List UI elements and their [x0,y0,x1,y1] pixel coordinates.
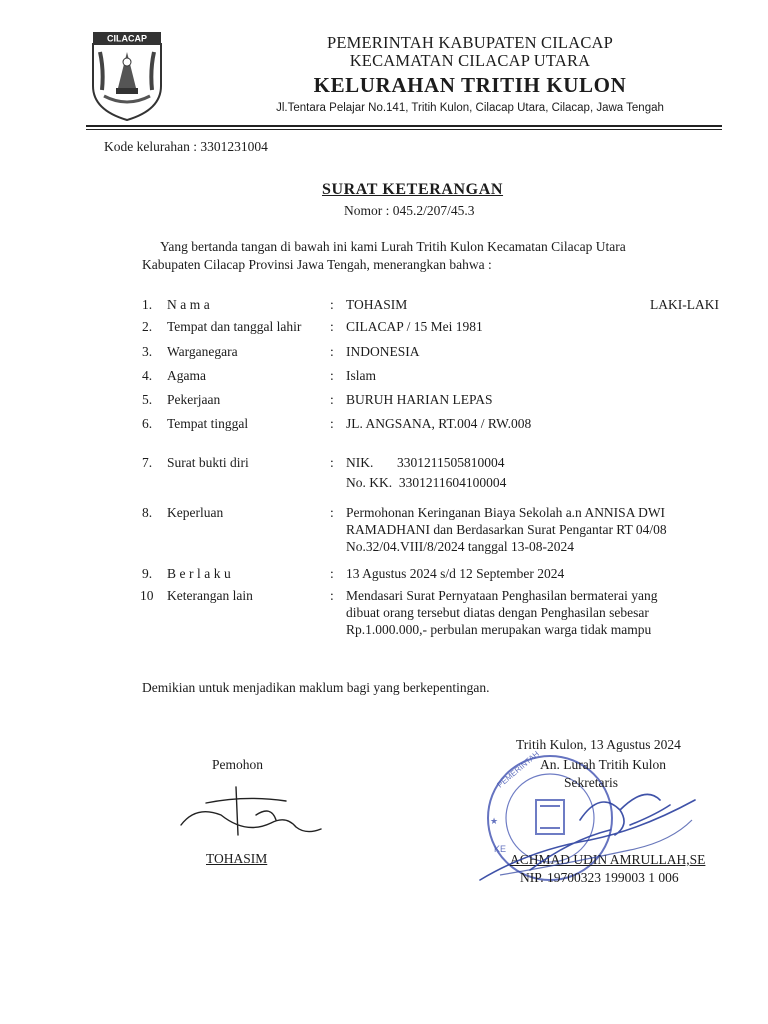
field-number: 5. [142,392,153,407]
signing-place-date: Tritih Kulon, 13 Agustus 2024 [516,737,681,752]
letterhead-government: PEMERINTAH KABUPATEN CILACAP [326,33,614,52]
field-number: 2. [142,319,153,334]
field-colon: : [330,416,334,431]
field-value: BURUH HARIAN LEPAS [346,392,493,407]
field-colon: : [330,455,334,470]
field-value-line: Rp.1.000.000,- perbulan merupakan warga tidak mampu [346,622,652,637]
field-label: Tempat tinggal [167,416,249,431]
field-value-line: dibuat orang tersebut diatas dengan Penghasilan sebesar [346,605,649,620]
field-number: 7. [142,455,153,470]
field-value: INDONESIA [346,344,420,359]
field-value: JL. ANGSANA, RT.004 / RW.008 [346,416,532,431]
field-label: Pekerjaan [167,392,221,407]
official-nip: NIP. 19700323 199003 1 006 [520,870,679,885]
official-signature [470,780,700,890]
field-number: 6. [142,416,153,431]
field-number: 10 [140,588,154,603]
closing-statement: Demikian untuk menjadikan maklum bagi yang berkepentingan. [142,680,490,695]
svg-text:KE: KE [494,844,507,854]
field-value: TOHASIM [346,297,408,312]
field-label: Keterangan lain [167,588,253,603]
field-colon: : [330,566,334,581]
field-label: Tempat dan tanggal lahir [167,319,302,334]
intro-line-1: Yang bertanda tangan di bawah ini kami Lurah Tritih Kulon Kecamatan Cilacap Utara [160,239,626,254]
field-colon: : [330,297,334,312]
official-name: ACHMAD UDIN AMRULLAH,SE [510,852,706,867]
document-title: SURAT KETERANGAN [322,181,504,198]
field-colon: : [330,505,334,520]
field-label: Berlaku [167,566,235,581]
applicant-label: Pemohon [212,757,264,772]
kode-kelurahan: Kode kelurahan : 3301231004 [104,139,268,154]
field-value: Islam [346,368,376,383]
field-label: Warganegara [167,344,238,359]
letterhead-village: KELURAHAN TRITIH KULON [313,73,627,97]
document-number: Nomor : 045.2/207/45.3 [344,203,475,218]
field-value: 13 Agustus 2024 s/d 12 September 2024 [346,566,565,581]
field-label: Agama [167,368,206,383]
applicant-name: TOHASIM [206,851,268,866]
svg-text:PEMERINTAH: PEMERINTAH [495,749,542,790]
field-value-line: Permohonan Keringanan Biaya Sekolah a.n ANNISA DWI [346,505,666,520]
field-label: Surat bukti diri [167,455,249,470]
letterhead-rule-thin [86,129,722,130]
field-number: 1. [142,297,153,312]
field-value: CILACAP / 15 Mei 1981 [346,319,483,334]
letterhead-district: KECAMATAN CILACAP UTARA [349,51,591,70]
field-label: Keperluan [167,505,224,520]
field-value-line: No.32/04.VIII/8/2024 tanggal 13-08-2024 [346,539,574,554]
field-value-line: Mendasari Surat Pernyataan Penghasilan bermaterai yang [346,588,658,603]
field-colon: : [330,392,334,407]
field-colon: : [330,344,334,359]
on-behalf-of: An. Lurah Tritih Kulon [540,757,667,772]
field-value-line: RAMADHANI dan Berdasarkan Surat Pengantar RT 04/08 [346,522,667,537]
logo-text: CILACAP [107,33,147,44]
field-label: Nama [167,297,214,312]
field-colon: : [330,368,334,383]
field-number: 4. [142,368,153,383]
letterhead-rule-thick [86,125,722,127]
field-number: 3. [142,344,153,359]
field-number: 9. [142,566,153,581]
letterhead-address: Jl.Tentara Pelajar No.141, Tritih Kulon, Cilacap Utara, Cilacap, Jawa Tengah [276,102,664,114]
official-position: Sekretaris [564,775,618,790]
cilacap-crest-logo [90,30,164,122]
field-colon: : [330,319,334,334]
gender-value: LAKI-LAKI [650,297,719,312]
intro-line-2: Kabupaten Cilacap Provinsi Jawa Tengah, menerangkan bahwa : [142,257,492,272]
field-value-nik: NIK. 3301211505810004 [346,455,505,470]
field-value-kk: No. KK. 3301211604100004 [346,475,507,490]
field-colon: : [330,588,334,603]
field-number: 8. [142,505,153,520]
svg-text:★: ★ [490,816,499,826]
applicant-signature [176,785,326,845]
